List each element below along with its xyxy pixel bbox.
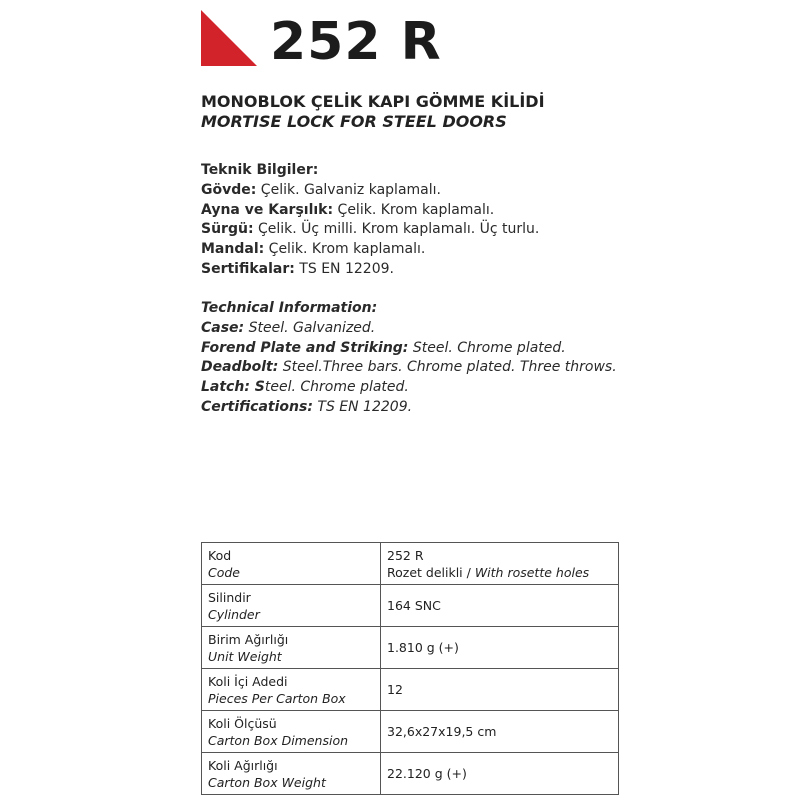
technical-info-english (201, 299, 617, 418)
spec-text: teel. Chrome plated. (264, 379, 409, 396)
label-turkish: Koli Ölçüsü (208, 715, 277, 731)
spec-text: Steel. Galvanized. (244, 319, 376, 336)
spec-line (201, 260, 539, 280)
spec-line (201, 358, 617, 378)
spec-label: Forend Plate and Striking: (201, 339, 409, 356)
spec-line (201, 398, 617, 418)
table-row (202, 627, 619, 669)
spec-text: Steel. Chrome plated. (408, 339, 566, 356)
label-english: Carton Box Weight (208, 774, 326, 790)
label-english: Carton Box Dimension (208, 732, 349, 748)
technical-heading-english: Technical Information: (201, 300, 378, 316)
value-subtext (387, 564, 612, 581)
label-turkish: Koli Ağırlığı (208, 757, 278, 773)
spec-label: Sertifikalar: (201, 260, 295, 277)
label-english: Cylinder (208, 606, 260, 622)
table-label-cell (202, 627, 381, 669)
spec-line (201, 181, 539, 201)
spec-line (201, 201, 539, 221)
subtitle-turkish: MONOBLOK ÇELİK KAPI GÖMME KİLİDİ (201, 92, 545, 111)
spec-line (201, 339, 617, 359)
spec-label: Certifications: (201, 398, 313, 415)
table-row (202, 543, 619, 585)
table-value-cell (381, 543, 619, 585)
value-subtext-english: With rosette holes (474, 564, 590, 580)
spec-text: Çelik. Krom kaplamalı. (264, 241, 426, 258)
table-row (202, 585, 619, 627)
brand-triangle-icon (201, 10, 257, 66)
label-turkish: Kod (208, 547, 232, 563)
spec-text: TS EN 12209. (312, 398, 413, 415)
table-row (202, 753, 619, 795)
spec-line (201, 378, 617, 398)
table-value-cell: 164 SNC (381, 585, 619, 627)
table-row (202, 669, 619, 711)
technical-heading-turkish: Teknik Bilgiler: (201, 162, 319, 178)
subtitle-block (201, 92, 545, 132)
spec-label: Deadbolt: (201, 359, 279, 376)
value-text: 252 R (387, 547, 424, 563)
table-value-cell: 32,6x27x19,5 cm (381, 711, 619, 753)
product-code-title: 252 R (270, 12, 442, 72)
table-value-cell: 1.810 g (+) (381, 627, 619, 669)
table-value-cell: 12 (381, 669, 619, 711)
table-label-cell (202, 585, 381, 627)
product-info-table (201, 542, 619, 795)
spec-label: Latch: S (201, 379, 265, 396)
table-label-cell (202, 669, 381, 711)
spec-text: Çelik. Krom kaplamalı. (333, 201, 495, 218)
spec-label: Mandal: (201, 241, 265, 258)
spec-label: Sürgü: (201, 221, 254, 238)
value-subtext-turkish: Rozet delikli / (387, 564, 475, 580)
label-english: Unit Weight (208, 648, 282, 664)
table-label-cell (202, 753, 381, 795)
spec-line (201, 319, 617, 339)
table-value-cell: 22.120 g (+) (381, 753, 619, 795)
subtitle-english: MORTISE LOCK FOR STEEL DOORS (201, 112, 507, 131)
spec-line (201, 220, 539, 240)
spec-line (201, 240, 539, 260)
label-turkish: Birim Ağırlığı (208, 631, 289, 647)
spec-label: Case: (201, 319, 245, 336)
table-row (202, 711, 619, 753)
spec-text: Çelik. Üç milli. Krom kaplamalı. Üç turlu. (253, 221, 540, 238)
technical-info-turkish (201, 161, 539, 280)
label-english: Pieces Per Carton Box (208, 690, 346, 706)
spec-text: Steel.Three bars. Chrome plated. Three throws. (278, 359, 617, 376)
label-turkish: Silindir (208, 589, 251, 605)
label-english: Code (208, 564, 241, 580)
table-label-cell (202, 711, 381, 753)
spec-label: Ayna ve Karşılık: (201, 201, 334, 218)
spec-text: TS EN 12209. (294, 260, 394, 277)
spec-text: Çelik. Galvaniz kaplamalı. (256, 181, 441, 198)
table-label-cell (202, 543, 381, 585)
spec-label: Gövde: (201, 181, 257, 198)
label-turkish: Koli İçi Adedi (208, 673, 288, 689)
